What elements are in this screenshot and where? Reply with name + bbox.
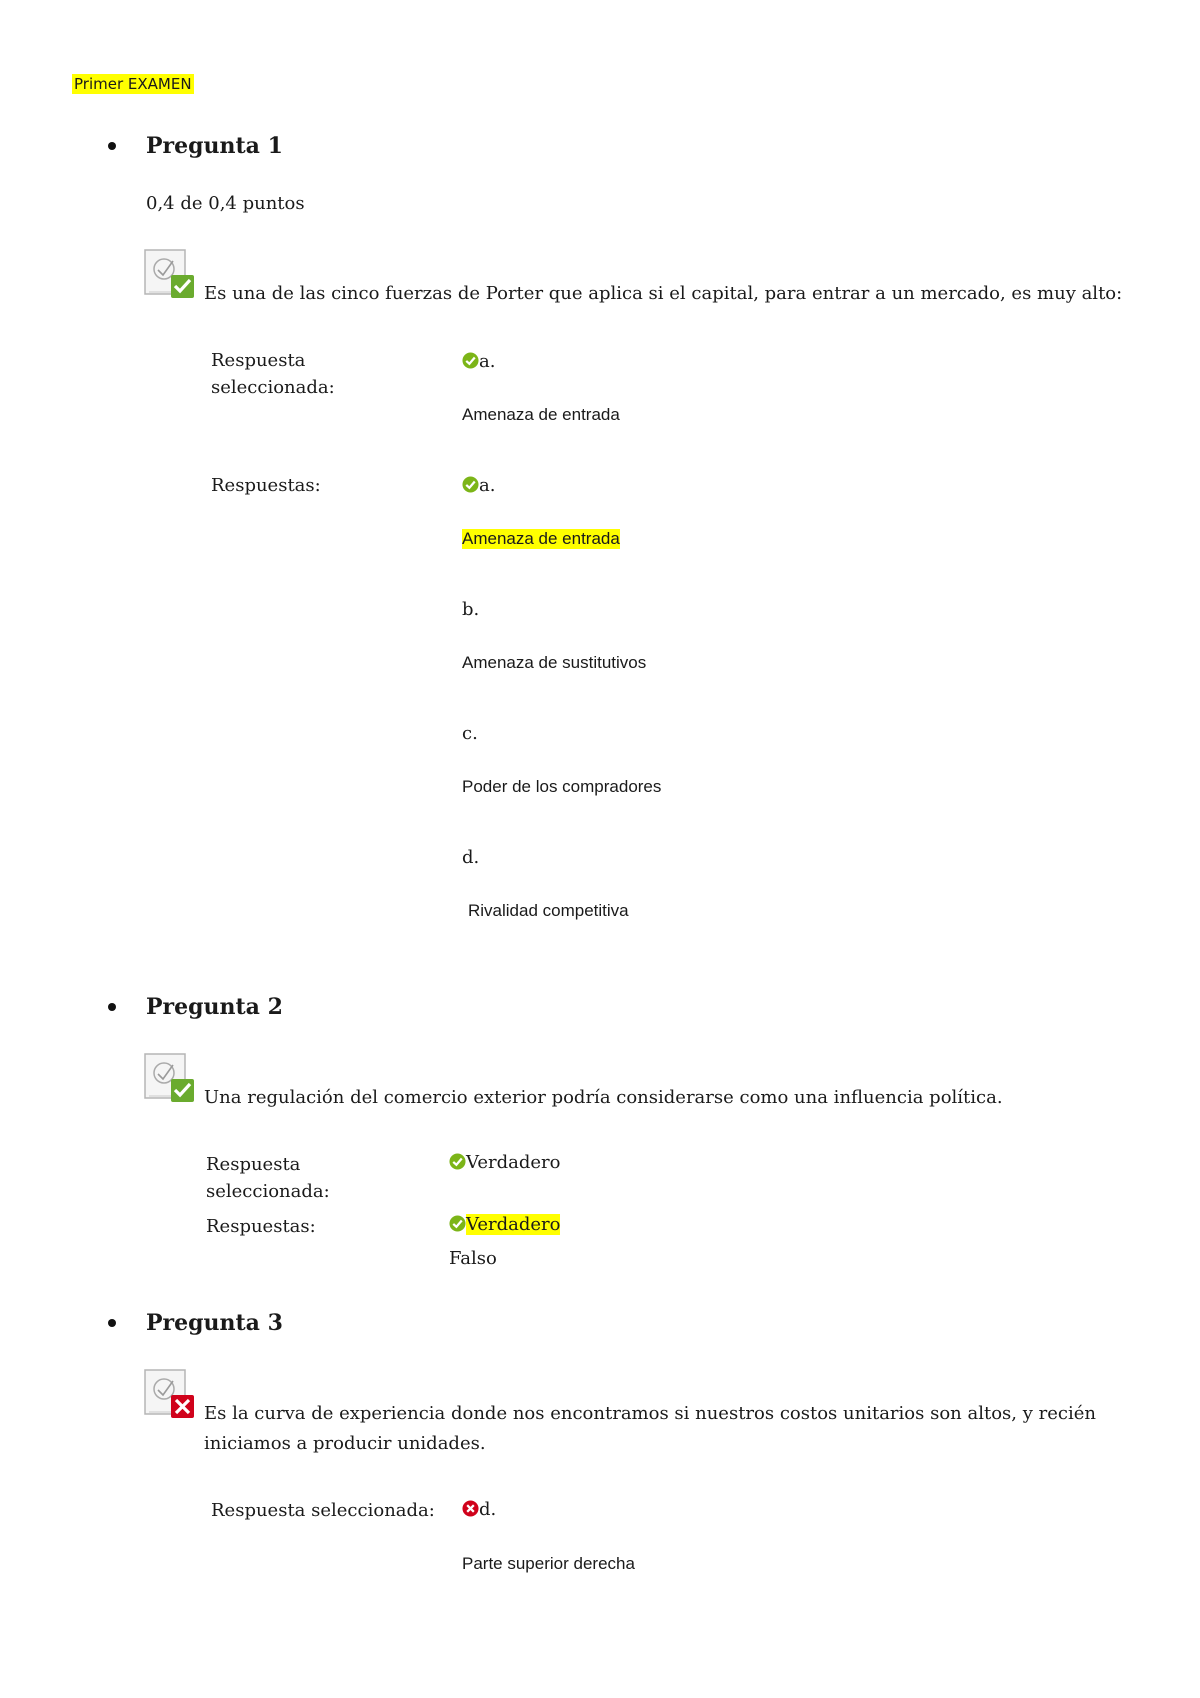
option-a-letter: a. bbox=[462, 475, 495, 496]
bullet bbox=[108, 1003, 116, 1011]
question-1-score: 0,4 de 0,4 puntos bbox=[146, 193, 305, 214]
correct-check-icon bbox=[449, 1215, 466, 1232]
correct-document-icon bbox=[144, 249, 196, 299]
exam-title: Primer EXAMEN bbox=[74, 75, 192, 93]
question-1-title: Pregunta 1 bbox=[146, 133, 283, 159]
correct-document-icon bbox=[144, 1053, 196, 1103]
option-b-text: Amenaza de sustitutivos bbox=[462, 653, 647, 672]
incorrect-document-icon bbox=[144, 1369, 196, 1419]
selected-answer-label: Respuesta seleccionada: bbox=[211, 1500, 435, 1521]
question-3-text: Es la curva de experiencia donde nos encontramos si nuestros costos unitarios son altos, y recién iniciamos a producir unidades. bbox=[204, 1403, 1096, 1454]
question-3-selected-answer: Parte superior derecha bbox=[462, 1554, 635, 1573]
option-d-letter: d. bbox=[462, 847, 480, 868]
selected-answer-label: Respuesta seleccionada: bbox=[211, 350, 335, 398]
question-1-selected-answer: Amenaza de entrada bbox=[462, 405, 620, 424]
question-2-text: Una regulación del comercio exterior podría considerarse como una influencia política. bbox=[204, 1087, 1003, 1108]
correct-check-icon bbox=[449, 1153, 466, 1170]
question-1-selected-letter: a. bbox=[462, 351, 495, 372]
correct-check-icon bbox=[462, 352, 479, 369]
question-3-selected-letter: d. bbox=[462, 1499, 496, 1520]
answers-label: Respuestas: bbox=[206, 1216, 316, 1237]
option-c-text: Poder de los compradores bbox=[462, 777, 662, 796]
correct-check-icon bbox=[462, 476, 479, 493]
option-d-text: Rivalidad competitiva bbox=[468, 901, 629, 920]
bullet bbox=[108, 142, 116, 150]
option-a-text: Amenaza de entrada bbox=[462, 529, 620, 548]
question-2-selected-answer: Verdadero bbox=[449, 1152, 560, 1173]
question-2-title: Pregunta 2 bbox=[146, 994, 283, 1020]
incorrect-x-icon bbox=[462, 1500, 479, 1517]
question-1-text: Es una de las cinco fuerzas de Porter que aplica si el capital, para entrar a un mercado, es muy alto: bbox=[204, 283, 1123, 304]
bullet bbox=[108, 1319, 116, 1327]
question-3-title: Pregunta 3 bbox=[146, 1310, 283, 1336]
selected-answer-label: Respuesta seleccionada: bbox=[206, 1154, 330, 1202]
option-c-letter: c. bbox=[462, 723, 478, 744]
option-false: Falso bbox=[449, 1248, 497, 1269]
option-true: Verdadero bbox=[449, 1214, 560, 1235]
option-b-letter: b. bbox=[462, 599, 480, 620]
answers-label: Respuestas: bbox=[211, 475, 321, 496]
